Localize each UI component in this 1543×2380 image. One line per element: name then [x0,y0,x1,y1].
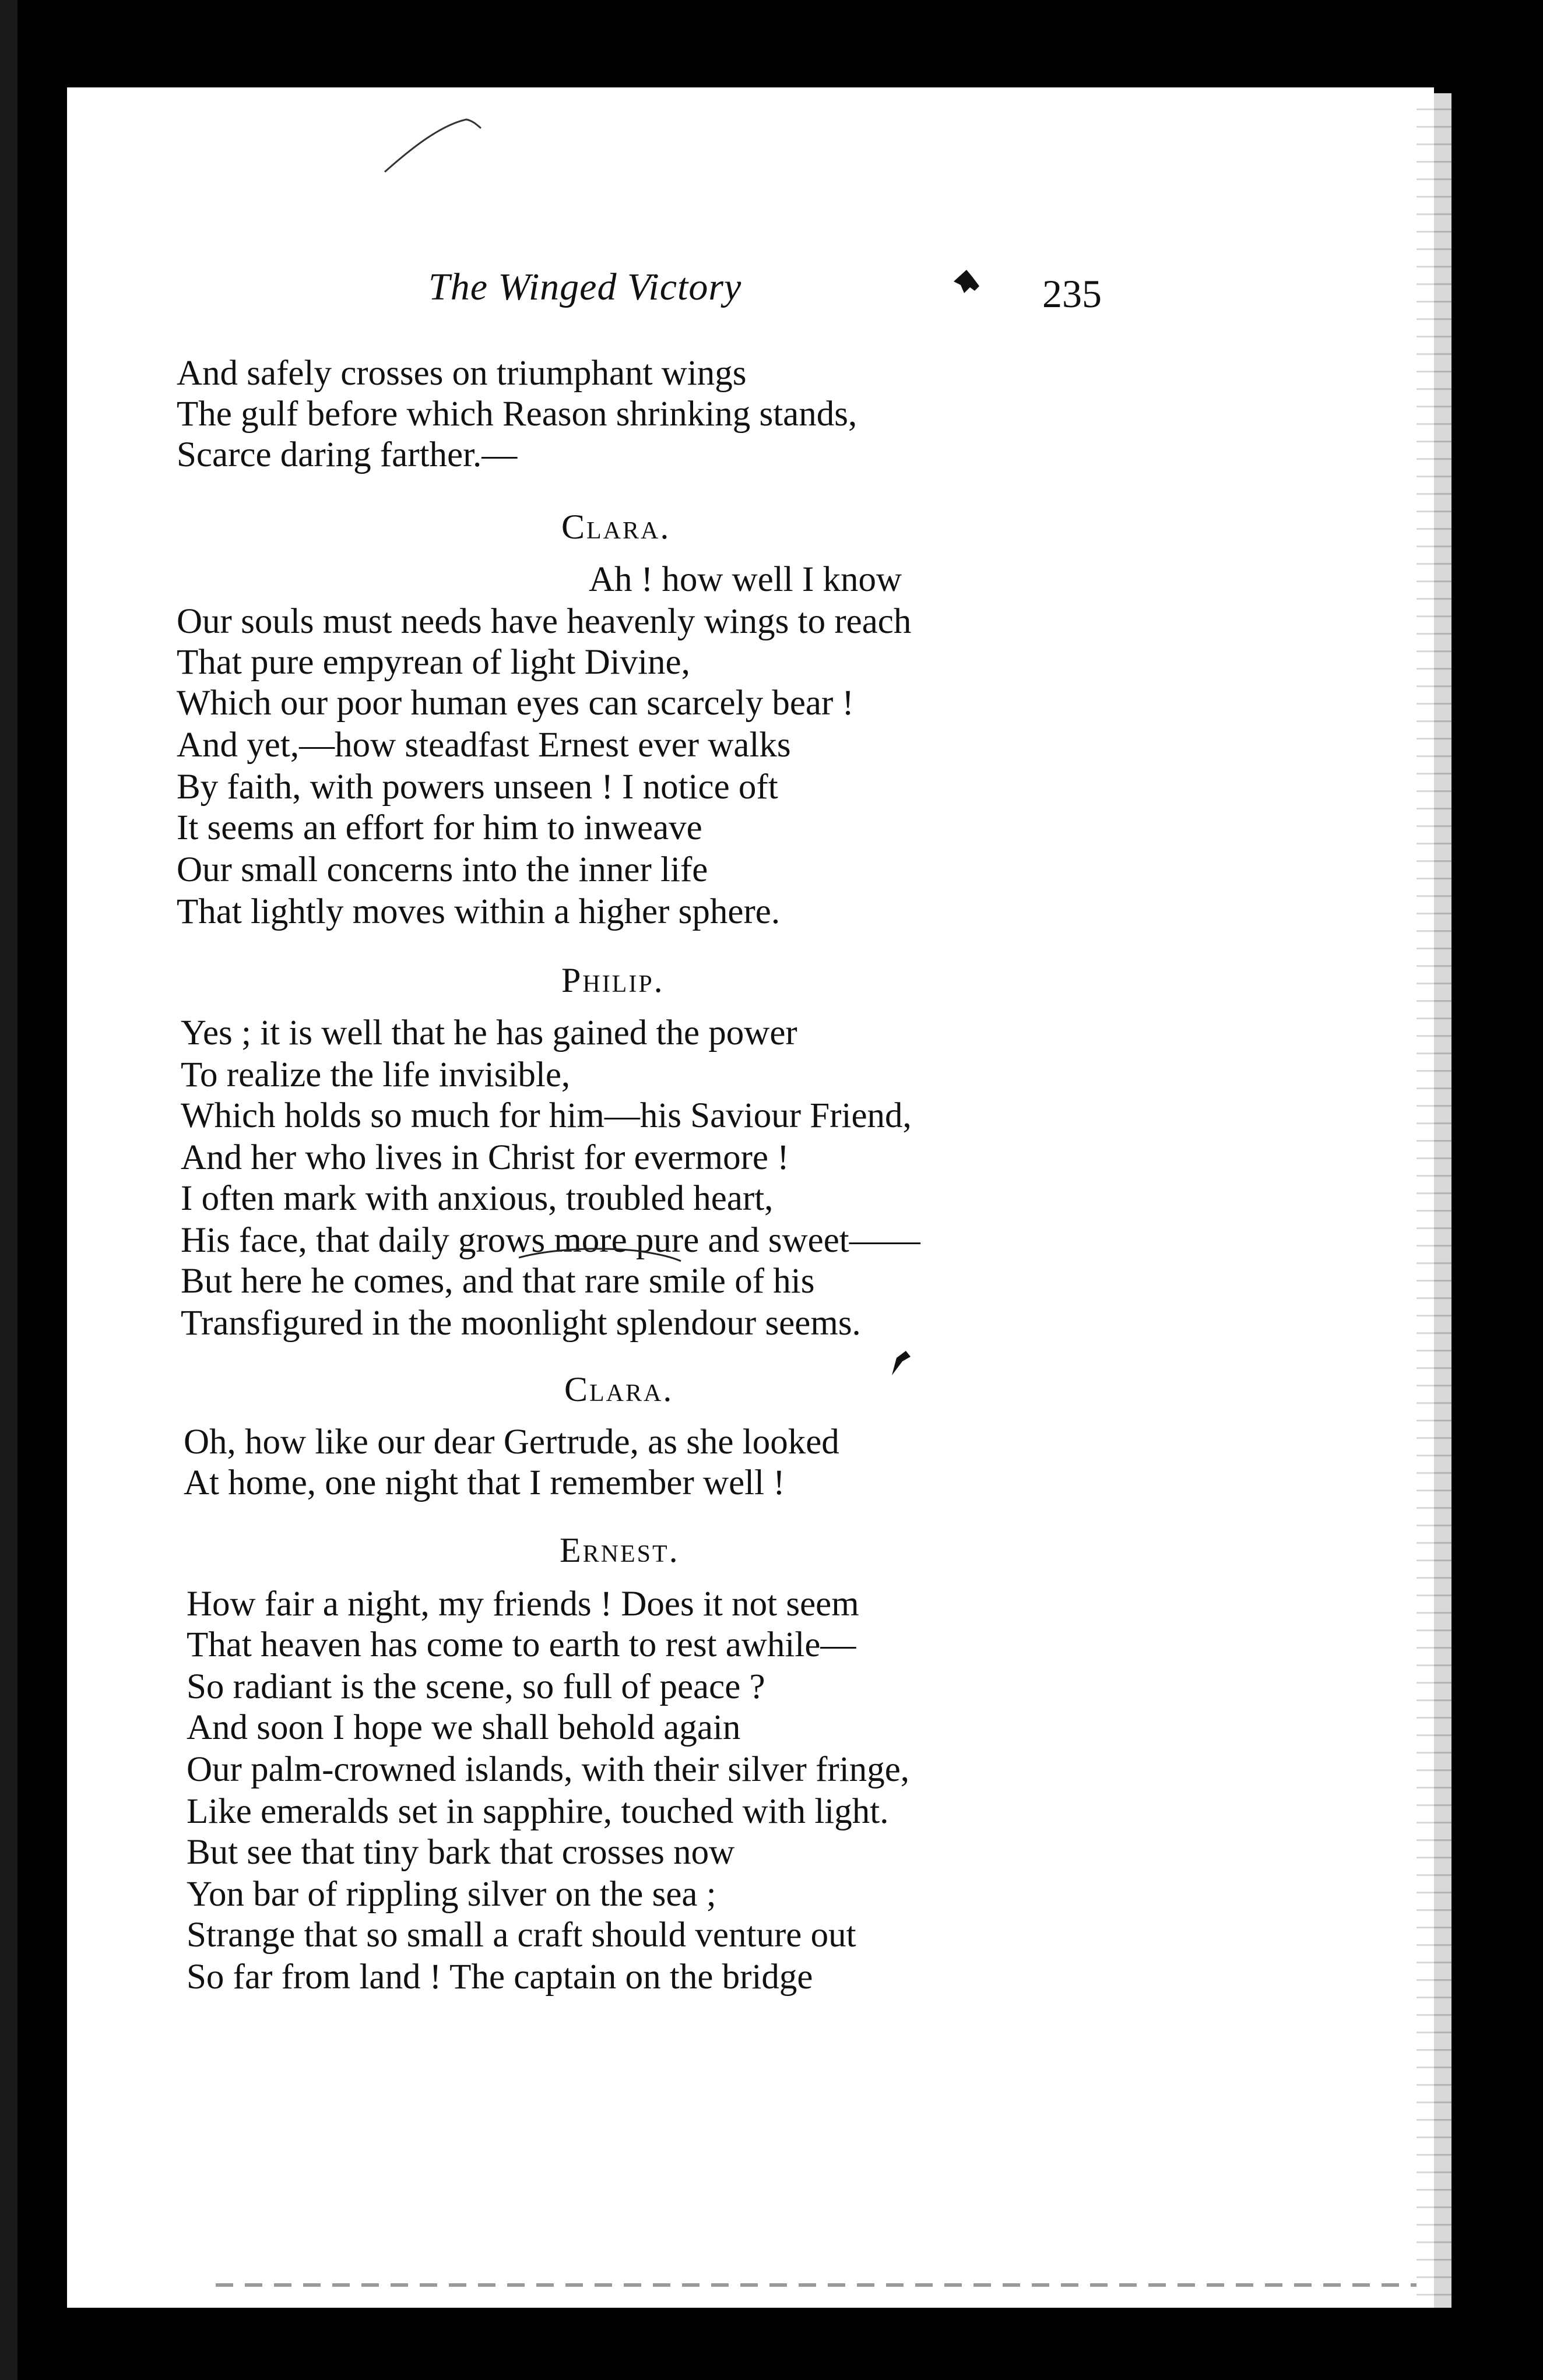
page-number: 235 [1042,272,1102,316]
verse-line: Transfigured in the moonlight splendour seems. [181,1304,861,1343]
verse-line: Which holds so much for him—his Saviour Friend, [181,1096,912,1135]
verse-line: The gulf before which Reason shrinking stands, [177,395,857,434]
verse-line: His face, that daily grows more pure and sweet—— [181,1221,920,1260]
left-binding-shadow [0,0,17,2380]
verse-line: At home, one night that I remember well ! [184,1463,785,1502]
verse-line: And yet,—how steadfast Ernest ever walks [177,726,791,765]
verse-line: But here he comes, and that rare smile of his [181,1262,815,1301]
verse-line: But see that tiny bark that crosses now [187,1833,735,1872]
verse-line: And her who lives in Christ for evermore ! [181,1138,789,1177]
speaker-name: Philip. [561,961,665,999]
verse-line: And soon I hope we shall behold again [187,1708,741,1747]
verse-line: I often mark with anxious, troubled heart, [181,1179,774,1218]
speaker-name: Ernest. [560,1531,680,1569]
verse-line: Scarce daring farther.— [177,435,518,474]
pencil-mark-icon [382,114,487,178]
verse-line: Ah ! how well I know [589,560,902,599]
ink-mark-icon [886,1346,921,1381]
verse-line: It seems an effort for him to inweave [177,808,702,847]
verse-line: By faith, with powers unseen ! I notice oft [177,767,778,807]
ink-blot-icon [949,265,984,306]
verse-line: So radiant is the scene, so full of peace ? [187,1667,765,1706]
verse-line: Yes ; it is well that he has gained the power [181,1013,797,1052]
verse-line: Oh, how like our dear Gertrude, as she looked [184,1423,839,1462]
verse-line: Our souls must needs have heavenly wings to reach [177,602,912,641]
verse-line: Like emeralds set in sapphire, touched with light. [187,1792,889,1831]
verse-line: How fair a night, my friends ! Does it not seem [187,1585,859,1624]
verse-line: Which our poor human eyes can scarcely bear ! [177,684,854,723]
verse-line: That lightly moves within a higher sphere. [177,892,781,931]
verse-line: Yon bar of rippling silver on the sea ; [187,1875,716,1914]
verse-line: And safely crosses on triumphant wings [177,354,747,393]
page-edge-stack [1417,93,1451,2308]
running-head-title: The Winged Victory [428,266,742,308]
verse-line: That heaven has come to earth to rest awhile— [187,1625,856,1664]
verse-line: To realize the life invisible, [181,1055,571,1094]
pencil-underline-icon [519,1246,682,1263]
verse-line: Our small concerns into the inner life [177,850,708,889]
verse-line: Our palm-crowned islands, with their silver fringe, [187,1750,910,1789]
verse-line: Strange that so small a craft should venture out [187,1916,856,1955]
speaker-name: Clara. [561,508,671,546]
speaker-name: Clara. [564,1370,674,1409]
verse-line: So far from land ! The captain on the bridge [187,1957,813,1997]
bottom-edge-rule [216,2283,1417,2287]
verse-line: That pure empyrean of light Divine, [177,643,690,682]
